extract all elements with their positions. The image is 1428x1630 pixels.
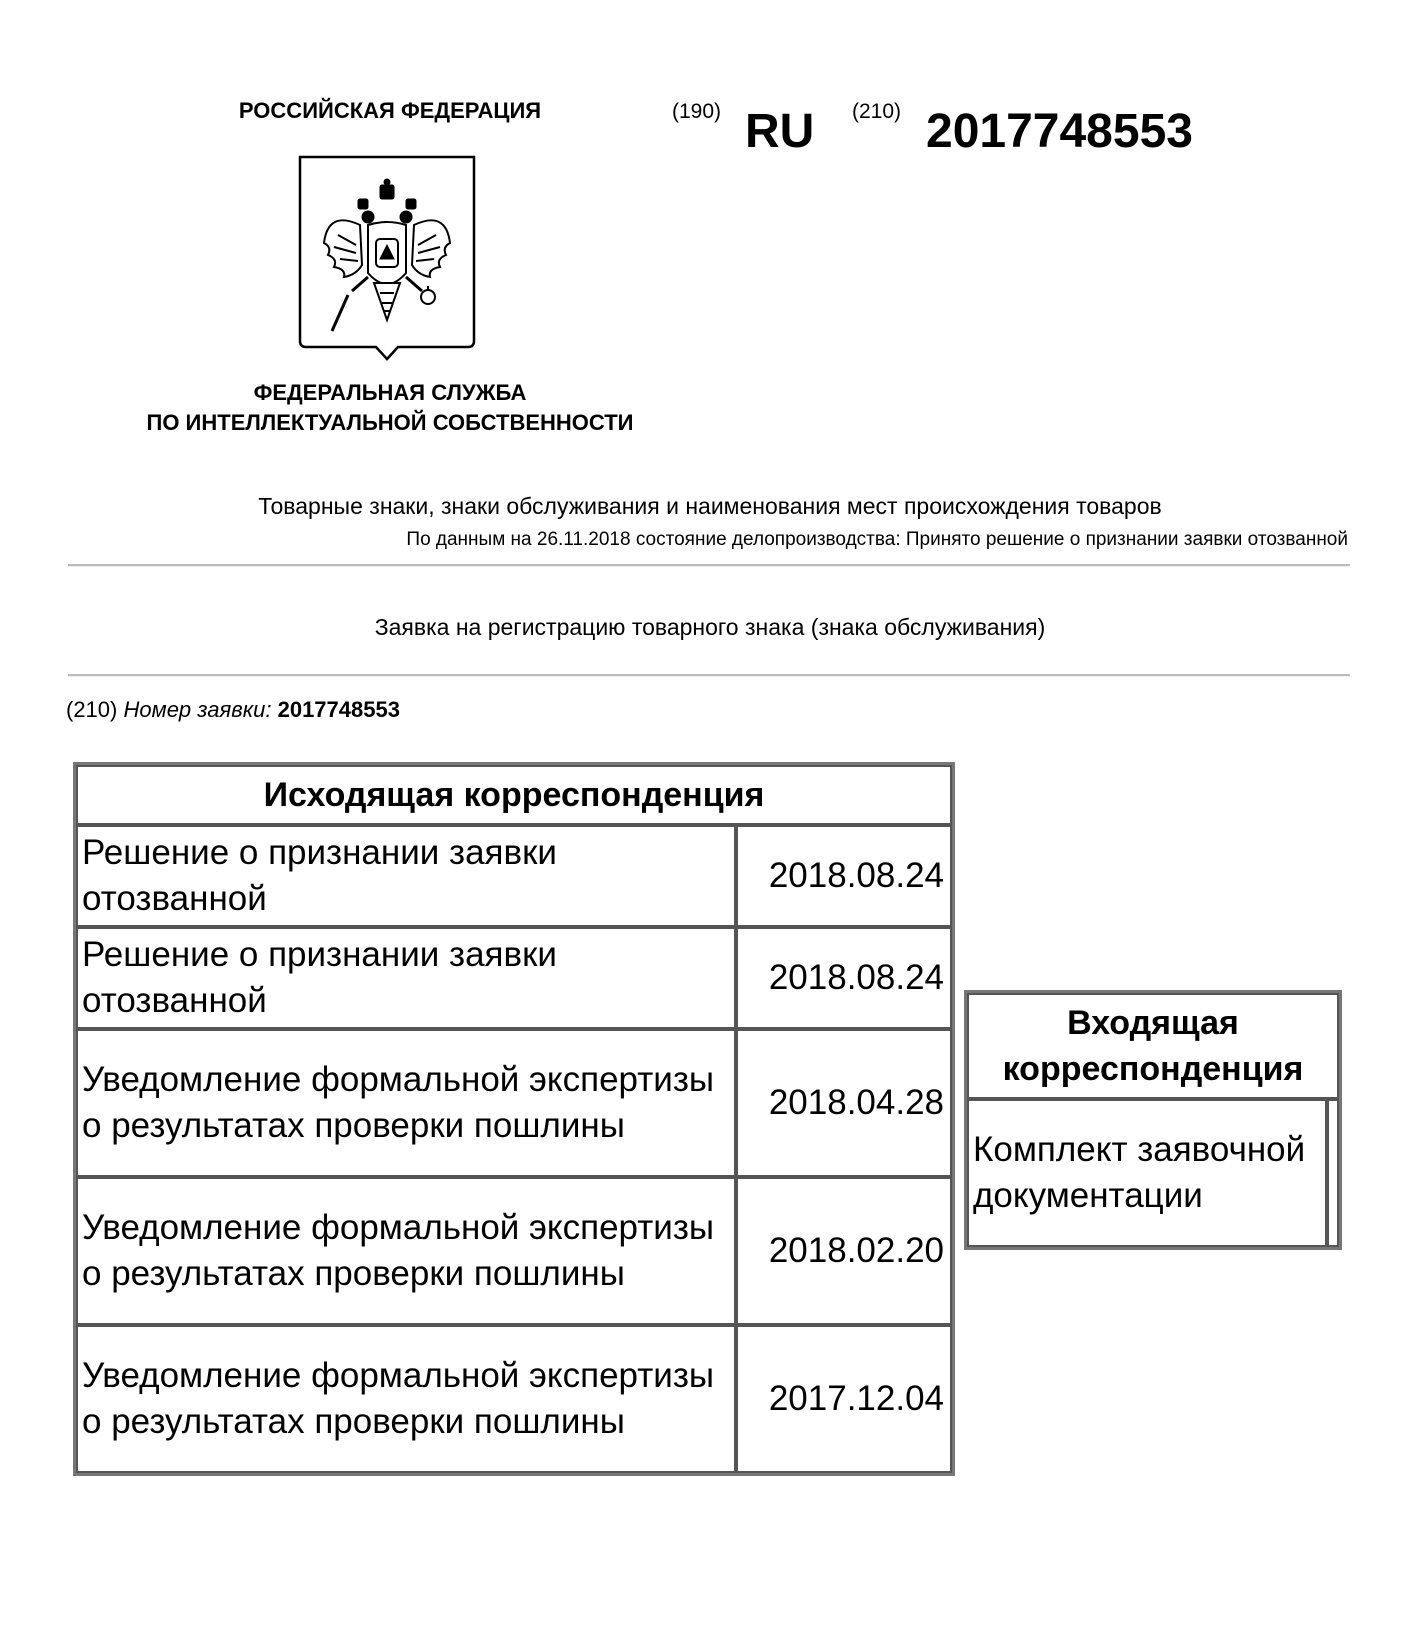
double-headed-eagle-emblem-icon bbox=[298, 155, 476, 370]
divider bbox=[68, 564, 1350, 567]
table-row bbox=[76, 1177, 952, 1325]
country-code: RU bbox=[745, 105, 815, 158]
correspondence-date bbox=[1327, 1099, 1339, 1247]
table-row bbox=[76, 927, 952, 1029]
divider bbox=[68, 674, 1350, 677]
table-row bbox=[967, 1099, 1339, 1247]
agency-line-1: ФЕДЕРАЛЬНАЯ СЛУЖБА bbox=[253, 380, 527, 405]
code-190: (190) bbox=[672, 100, 722, 123]
outgoing-correspondence-table bbox=[73, 762, 955, 1476]
correspondence-text: Уведомление формальной экспертизы о результатах проверки пошлины bbox=[76, 1325, 736, 1473]
correspondence-date: 2017.12.04 bbox=[736, 1325, 952, 1473]
correspondence-text: Комплект заявочной документации bbox=[967, 1099, 1327, 1247]
incoming-correspondence-table bbox=[964, 990, 1342, 1250]
incoming-header: Входящая корреспонденция bbox=[967, 993, 1339, 1099]
agency-name bbox=[90, 378, 690, 438]
table-row bbox=[76, 1325, 952, 1473]
correspondence-text: Решение о признании заявки отозванной bbox=[76, 927, 736, 1029]
correspondence-text: Решение о признании заявки отозванной bbox=[76, 825, 736, 927]
application-number: 2017748553 bbox=[277, 697, 400, 722]
document-number: 2017748553 bbox=[926, 105, 1193, 158]
correspondence-date: 2018.02.20 bbox=[736, 1177, 952, 1325]
application-number-label: Номер заявки: bbox=[123, 697, 272, 722]
correspondence-text: Уведомление формальной экспертизы о результатах проверки пошлины bbox=[76, 1029, 736, 1177]
correspondence-date: 2018.04.28 bbox=[736, 1029, 952, 1177]
outgoing-header: Исходящая корреспонденция bbox=[76, 765, 952, 825]
correspondence-text: Уведомление формальной экспертизы о результатах проверки пошлины bbox=[76, 1177, 736, 1325]
agency-line-2: ПО ИНТЕЛЛЕКТУАЛЬНОЙ СОБСТВЕННОСТИ bbox=[146, 410, 634, 435]
section-title: Товарные знаки, знаки обслуживания и наименования мест происхождения товаров bbox=[258, 493, 1162, 519]
status-line: По данным на 26.11.2018 состояние делопроизводства: Принято решение о признании заявки отозванной bbox=[406, 529, 1348, 550]
application-title: Заявка на регистрацию товарного знака (знака обслуживания) bbox=[374, 614, 1046, 640]
table-row bbox=[76, 825, 952, 927]
application-number-line bbox=[66, 697, 400, 723]
country-name: РОССИЙСКАЯ ФЕДЕРАЦИЯ bbox=[238, 98, 542, 123]
code-210: (210) bbox=[852, 100, 902, 123]
correspondence-date: 2018.08.24 bbox=[736, 825, 952, 927]
correspondence-date: 2018.08.24 bbox=[736, 927, 952, 1029]
table-row bbox=[76, 1029, 952, 1177]
application-code: (210) bbox=[66, 697, 118, 722]
